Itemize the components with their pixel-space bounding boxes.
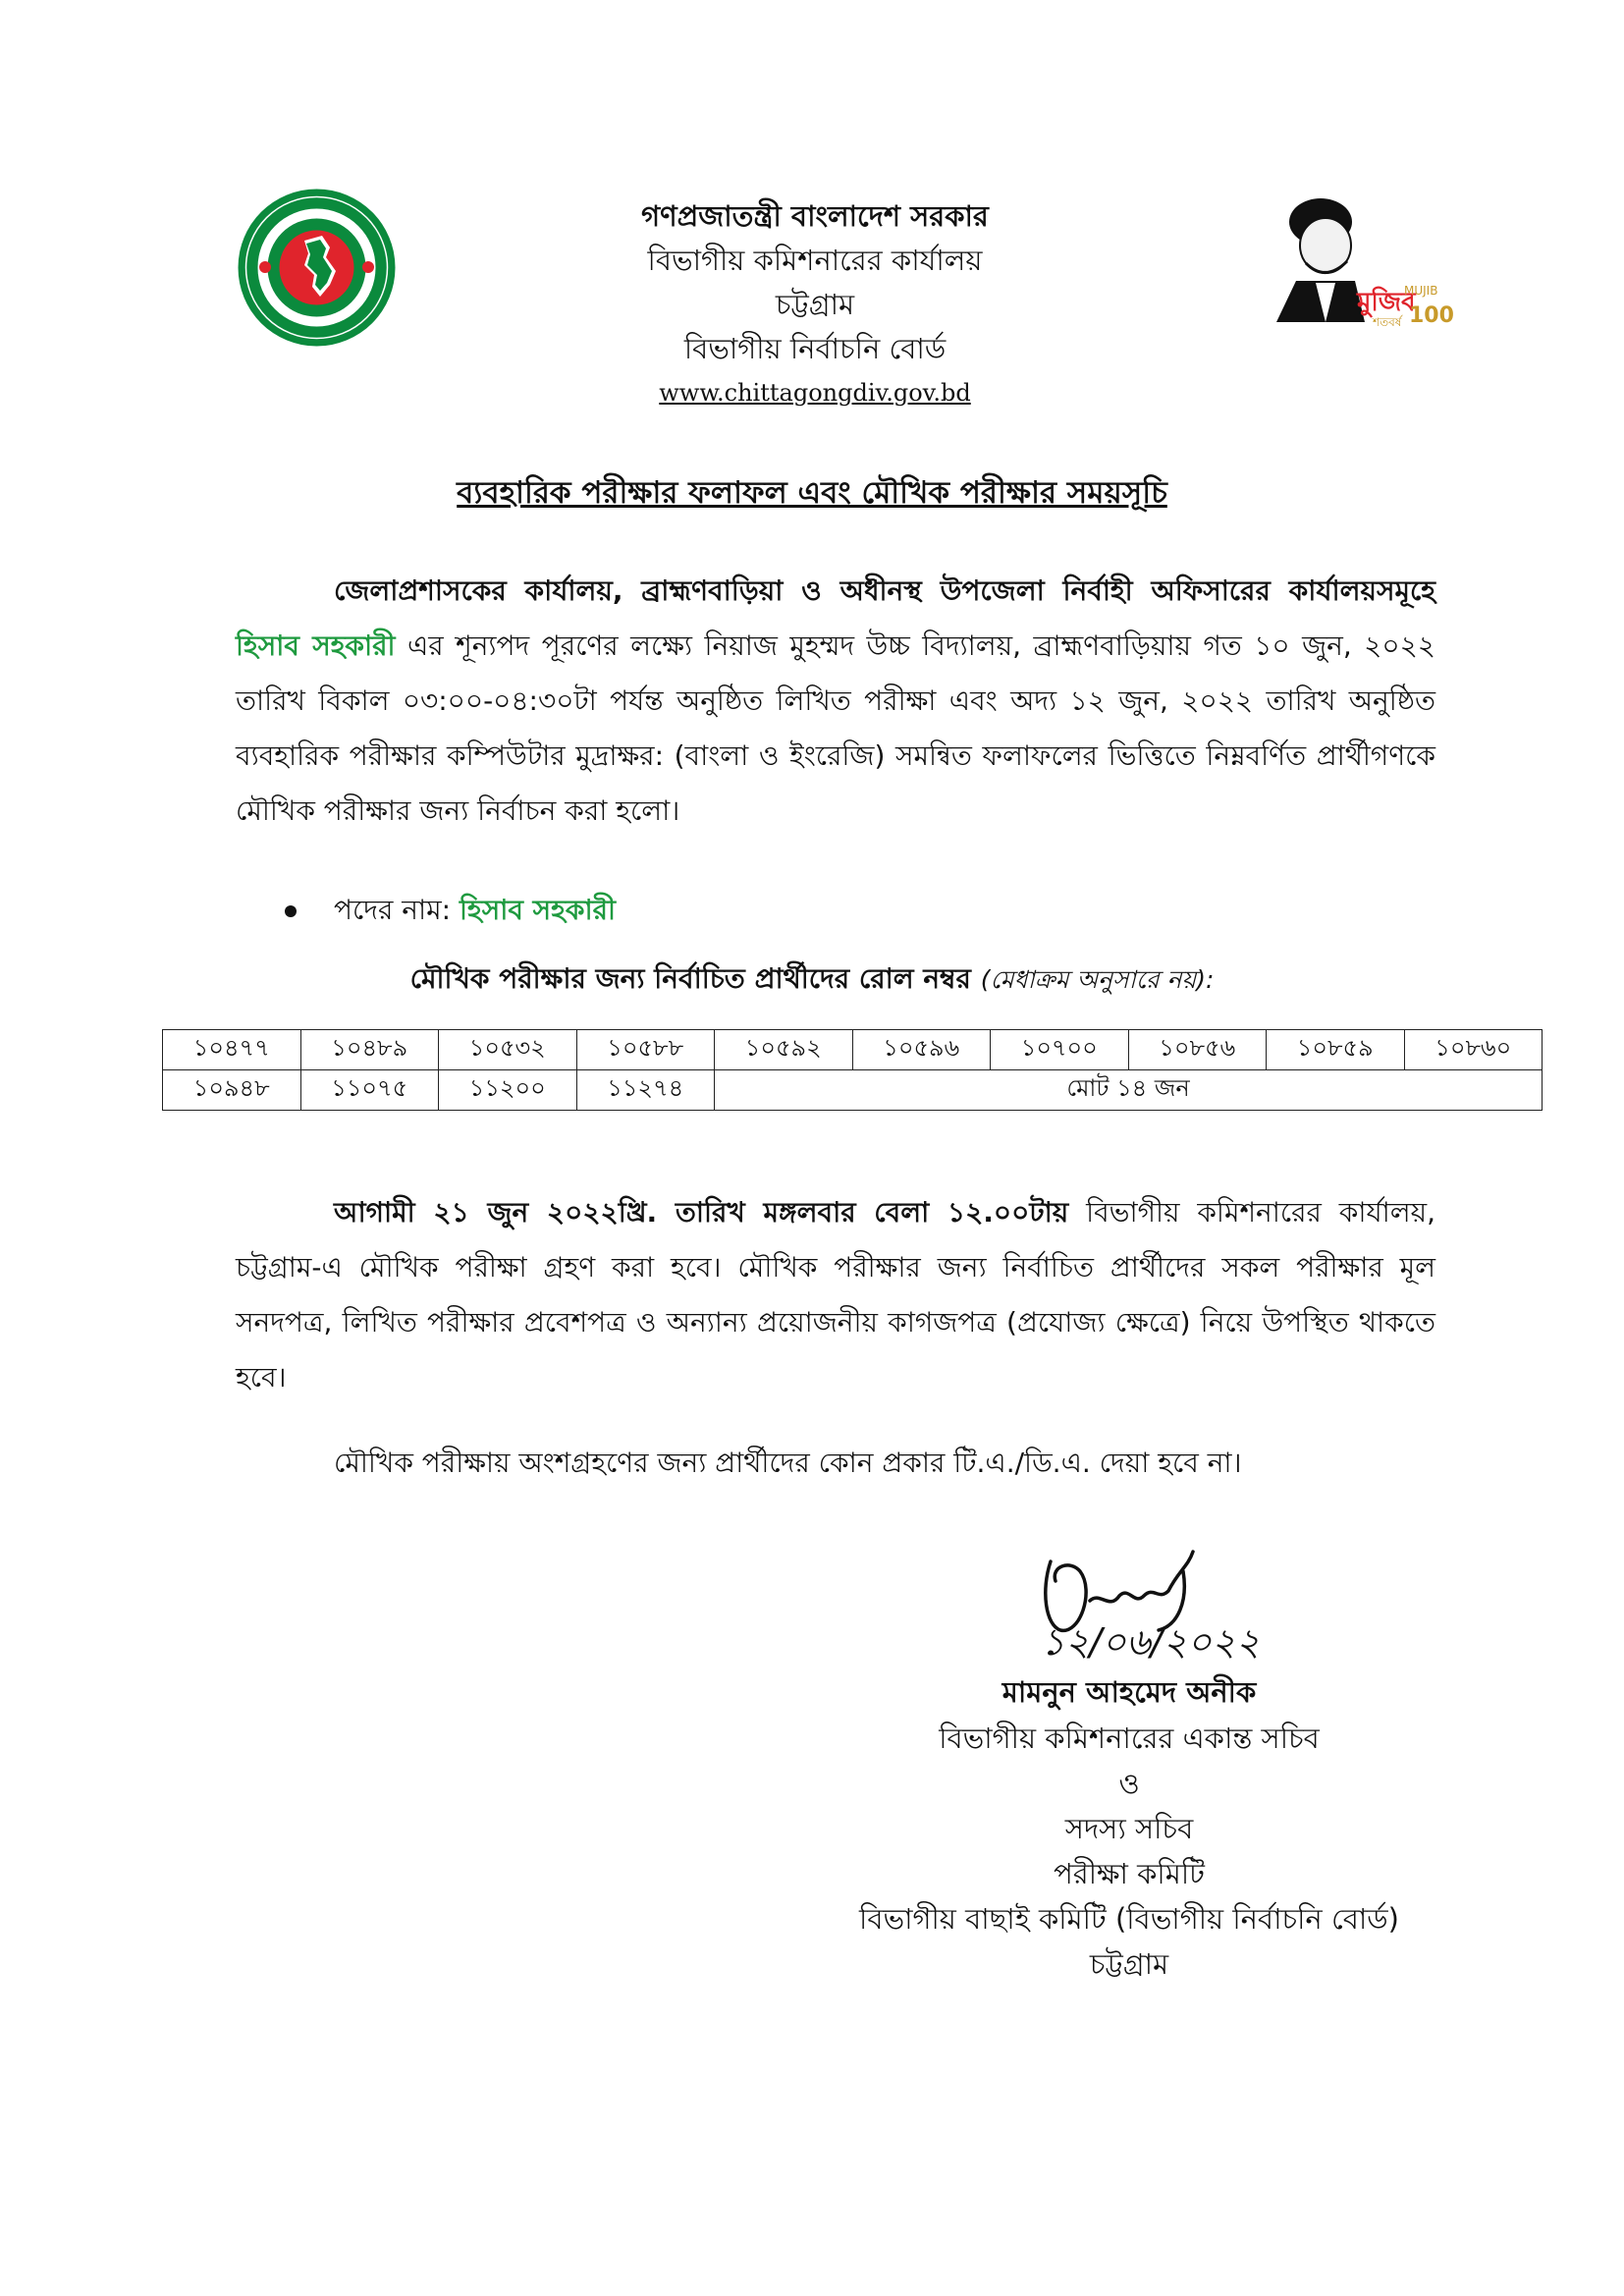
roll-cell: ১১২০০ [439, 1070, 577, 1111]
signatory-conjunction: ও [1118, 1767, 1140, 1800]
signatory-title-1: বিভাগীয় কমিশনারের একান্ত সচিব [939, 1722, 1320, 1755]
bullet-icon [285, 905, 297, 917]
government-seal-icon [236, 187, 398, 349]
handwritten-date [1036, 1611, 1281, 1669]
roll-cell: ১০৪৮৯ [300, 1030, 439, 1070]
roll-cell: ১০৫৯৬ [852, 1030, 991, 1070]
svg-text:মুজিব: মুজিব [1357, 288, 1416, 317]
signatory-title-2: সদস্য সচিব [1064, 1812, 1194, 1845]
post-name: হিসাব সহকারী [460, 894, 616, 926]
roll-cell: ১১২৭৪ [576, 1070, 715, 1111]
post-label: পদের নাম: [334, 894, 452, 926]
roll-cell: ১০৮৬০ [1404, 1030, 1543, 1070]
signatory-title-4: বিভাগীয় বাছাই কমিটি (বিভাগীয় নির্বাচনি বোর্ড) [859, 1902, 1399, 1936]
header-board: বিভাগীয় নির্বাচনি বোর্ড [683, 332, 947, 365]
intro-office-text: জেলাপ্রশাসকের কার্যালয়, ব্রাহ্মণবাড়িয়া ও অধীনস্থ উপজেলা নির্বাহী অফিসারের কার্যালয়সমূহে [334, 574, 1435, 607]
header-city: চট্টগ্রাম [775, 288, 855, 321]
roll-cell: ১০৫৯২ [715, 1030, 853, 1070]
roll-heading-text: মৌখিক পরীক্ষার জন্য নির্বাচিত প্রার্থীদের রোল নম্বর [409, 962, 971, 995]
roll-heading-note: (মেধাক্রম অনুসারে নয়): [980, 965, 1215, 994]
roll-number-table [162, 1029, 1543, 1111]
roll-cell: ১০৭০০ [991, 1030, 1129, 1070]
roll-cell: ১০৫৮৮ [576, 1030, 715, 1070]
schedule-paragraph [236, 1185, 1435, 1405]
total-cell: মোট ১৪ জন [715, 1070, 1543, 1111]
table-row [163, 1070, 1543, 1111]
roll-cell: ১১০৭৫ [300, 1070, 439, 1111]
mujib-centenary-logo-icon [1247, 185, 1454, 332]
signatory-name: মামনুন আহমেদ অনীক [1001, 1675, 1257, 1709]
intro-body-text: এর শূন্যপদ পূরণের লক্ষ্যে নিয়াজ মুহম্মদ উচ্চ বিদ্যালয়, ব্রাহ্মণবাড়িয়ায় গত ১০ জুন, ২০২২ তারিখ বিকাল ০৩:০০-০৪:৩০টা পর্যন্ত অনুষ্ঠিত লিখিত পরীক্ষা এবং অদ্য ১২ জুন, ২০২২ তারিখ অনুষ্ঠিত ব্যবহারিক পরীক্ষার কম্পিউটার মুদ্রাক্ষর: (বাংলা ও ইংরেজি) সমন্বিত ফলাফলের ভিত্তিতে নিম্নবর্ণিত প্রার্থীগণকে মৌখিক পরীক্ষার জন্য নির্বাচন করা হলো। [236, 629, 1436, 827]
handwritten-date-text: ১২/০৬/২০২২ [1041, 1620, 1261, 1664]
header-government-name: গণপ্রজাতন্ত্রী বাংলাদেশ সরকার [641, 199, 989, 233]
ta-da-notice: মৌখিক পরীক্ষায় অংশগ্রহণের জন্য প্রার্থীদের কোন প্রকার টি.এ./ডি.এ. দেয়া হবে না। [334, 1447, 1242, 1479]
roll-cell: ১০৯৪৮ [163, 1070, 301, 1111]
header-website-link[interactable]: www.chittagongdiv.gov.bd [659, 379, 971, 407]
roll-heading [0, 957, 1624, 1004]
table-row [163, 1030, 1543, 1070]
post-name-line [285, 889, 616, 935]
roll-cell: ১০৫৩২ [439, 1030, 577, 1070]
roll-cell: ১০৪৭৭ [163, 1030, 301, 1070]
signatory-location: চট্টগ্রাম [1089, 1947, 1169, 1981]
roll-cell: ১০৮৫৯ [1267, 1030, 1405, 1070]
svg-text:শতবর্ষ: শতবর্ষ [1373, 315, 1402, 329]
schedule-body-text: বিভাগীয় কমিশনারের কার্যালয়, চট্টগ্রাম-এ মৌখিক পরীক্ষা গ্রহণ করা হবে। মৌখিক পরীক্ষার জন্য নির্বাচিত প্রার্থীদের সকল পরীক্ষার মূল সনদপত্র, লিখিত পরীক্ষার প্রবেশপত্র ও অন্যান্য প্রয়োজনীয় কাগজপত্র (প্রযোজ্য ক্ষেত্রে) নিয়ে উপস্থিত থাকতে হবে। [236, 1196, 1436, 1394]
schedule-date-time: আগামী ২১ জুন ২০২২খ্রি. তারিখ মঙ্গলবার বেলা ১২.০০টায় [334, 1196, 1069, 1229]
svg-text:100: 100 [1409, 303, 1454, 328]
header-office-name: বিভাগীয় কমিশনারের কার্যালয় [647, 244, 983, 277]
signatory-title-3: পরীক্ষা কমিটি [1054, 1857, 1205, 1890]
intro-paragraph [236, 564, 1435, 839]
document-title: ব্যবহারিক পরীক্ষার ফলাফল এবং মৌখিক পরীক্ষার সময়সূচি [457, 475, 1167, 511]
roll-cell: ১০৮৫৬ [1128, 1030, 1267, 1070]
intro-post-name: হিসাব সহকারী [236, 629, 396, 662]
svg-text:MUJIB: MUJIB [1404, 284, 1438, 298]
